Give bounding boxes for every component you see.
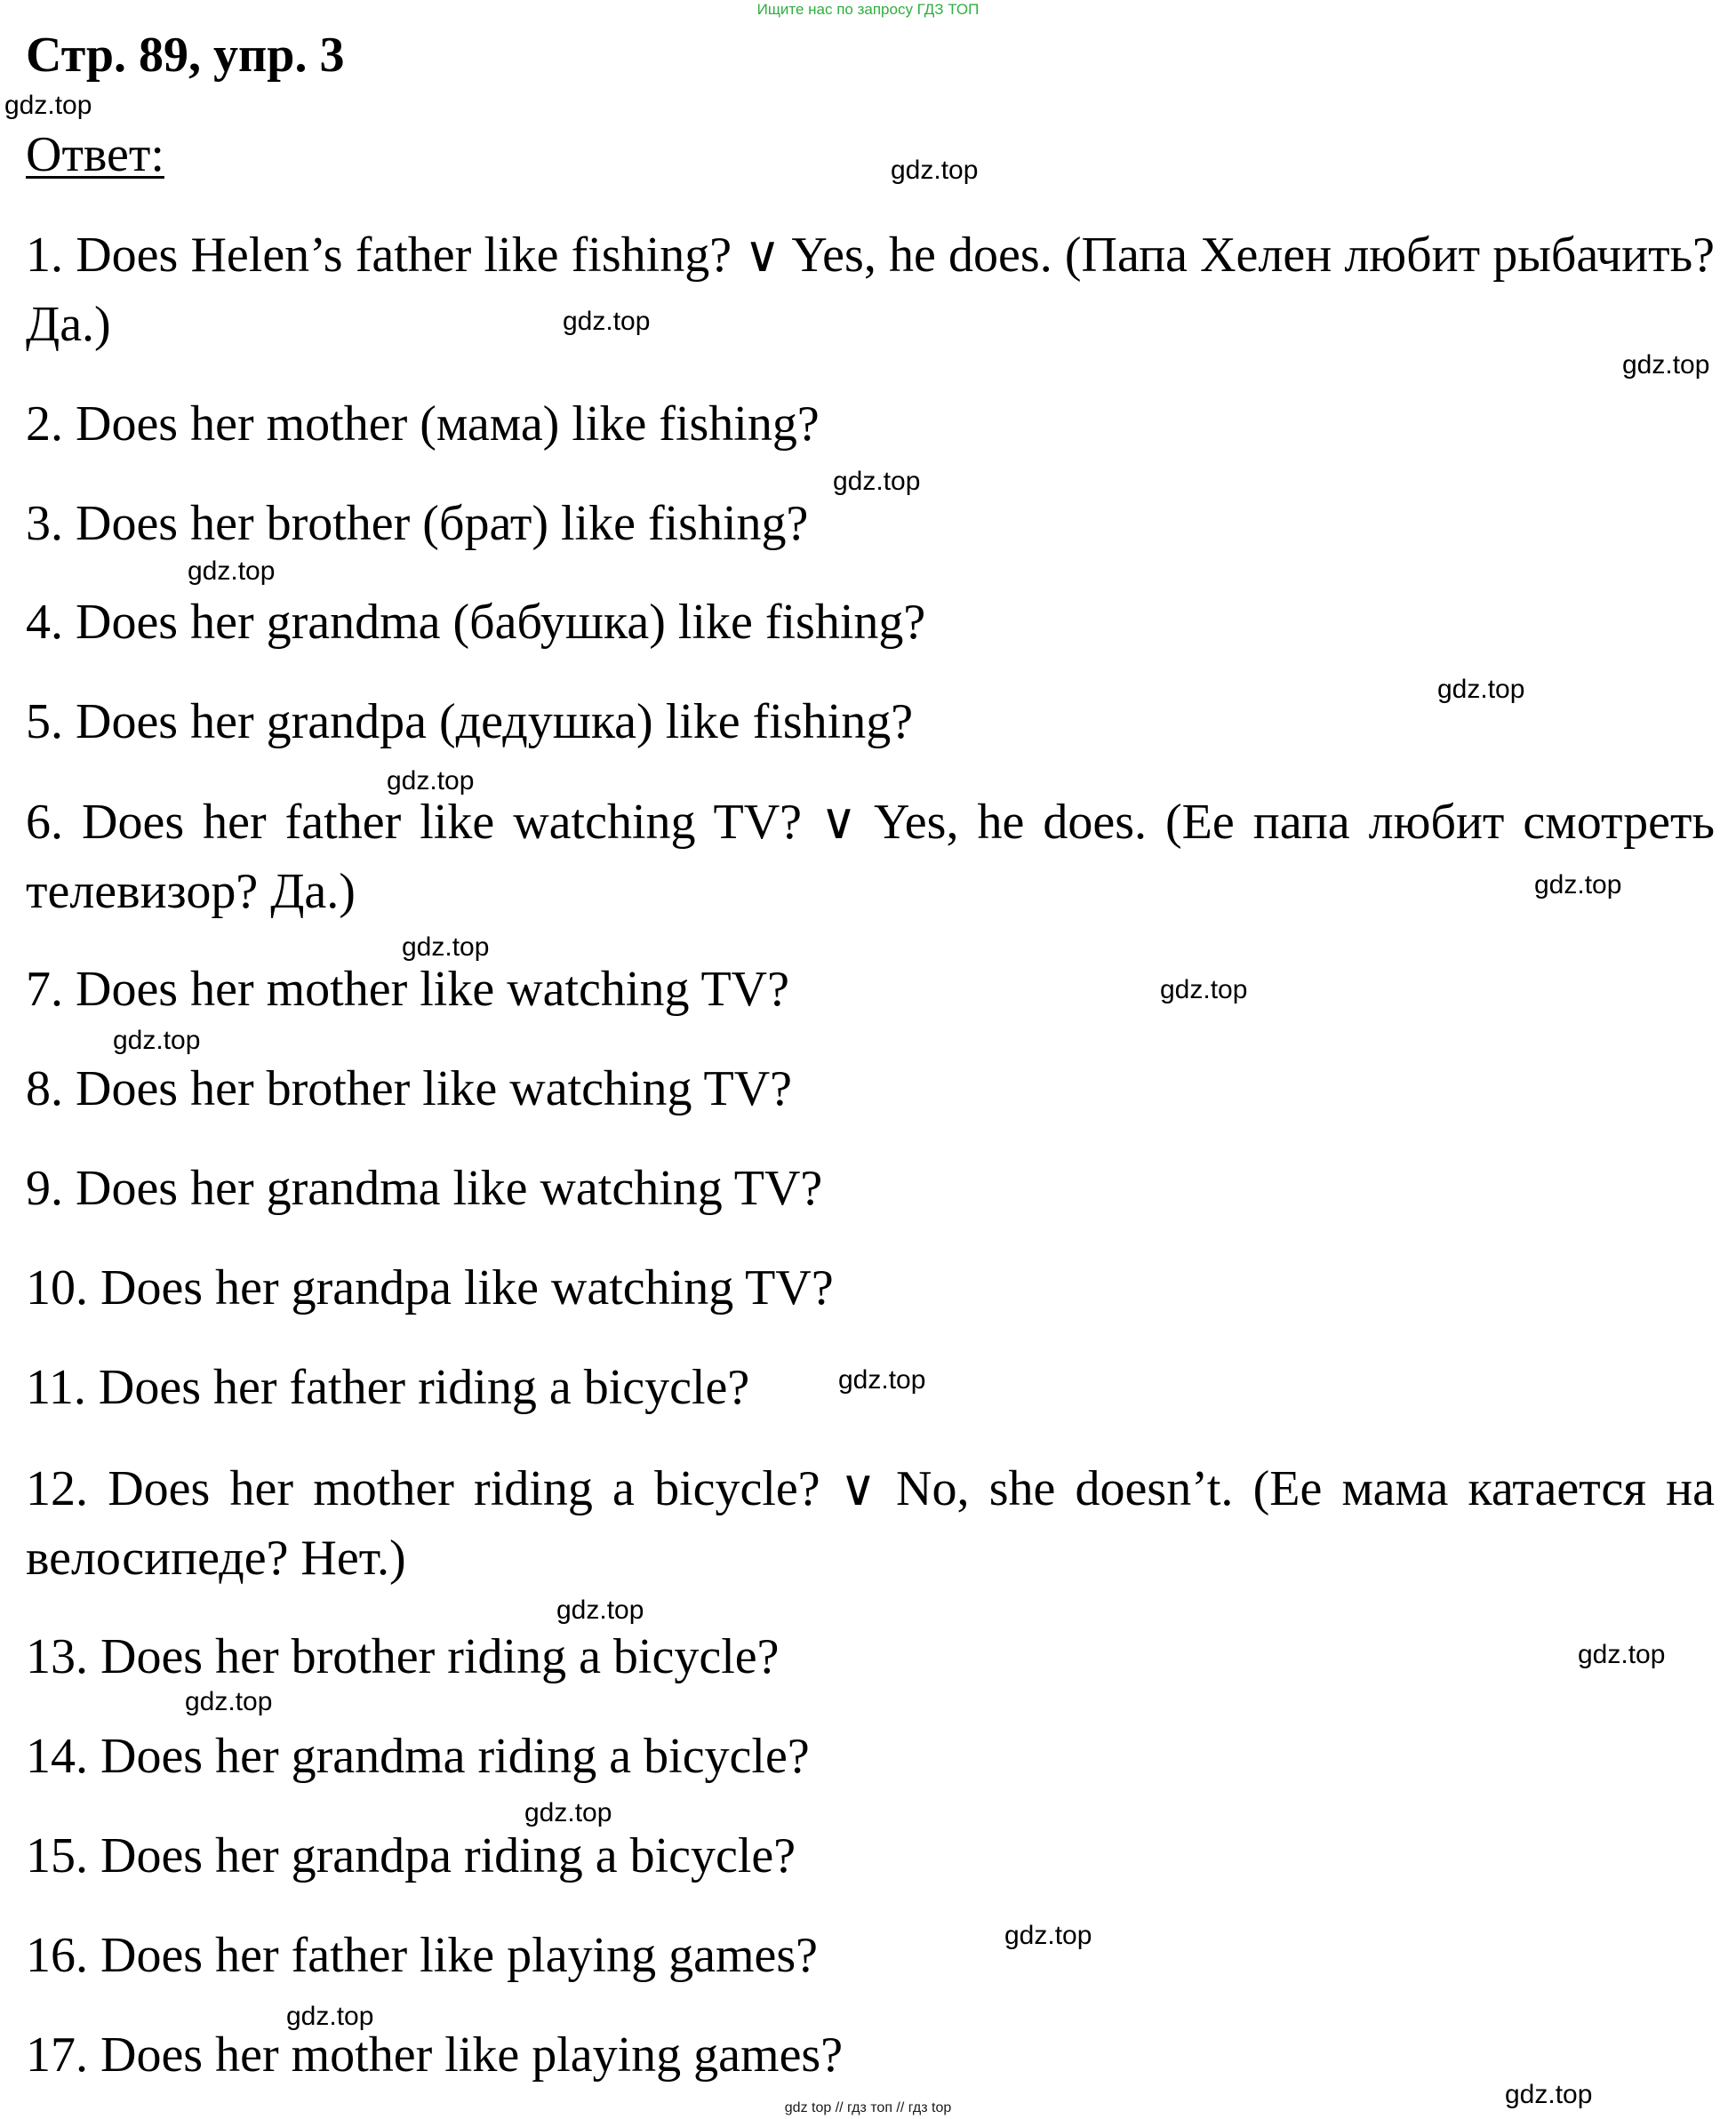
watermark: gdz.top <box>891 156 979 185</box>
answer-item-6: 6. Does her father like watching TV? ∨ Yes, he does. (Ее папа любит смотреть телевизор? Да.) <box>26 795 1715 919</box>
watermark: gdz.top <box>1160 975 1248 1004</box>
watermark: gdz.top <box>563 307 651 336</box>
watermark: gdz.top <box>1578 1640 1666 1669</box>
answer-item-3: 3. Does her brother (брат) like fishing? <box>26 496 809 551</box>
watermark: gdz.top <box>838 1365 926 1395</box>
watermark: gdz.top <box>286 2002 374 2031</box>
watermark: gdz.top <box>387 766 475 796</box>
answer-item-2: 2. Does her mother (мама) like fishing? <box>26 396 820 452</box>
answer-item-7: 7. Does her mother like watching TV? <box>26 962 789 1017</box>
watermark: gdz.top <box>1622 350 1710 380</box>
page-title: Стр. 89, упр. 3 <box>26 28 345 83</box>
watermark: gdz.top <box>185 1687 273 1716</box>
watermark: gdz.top <box>188 556 276 586</box>
answer-item-10: 10. Does her grandpa like watching TV? <box>26 1260 834 1315</box>
answer-item-4: 4. Does her grandma (бабушка) like fishing? <box>26 595 926 650</box>
answer-item-1: 1. Does Helen’s father like fishing? ∨ Yes, he does. (Папа Хелен любит рыбачить? Да.) <box>26 228 1715 352</box>
top-banner: Ищите нас по запросу ГДЗ ТОП <box>756 1 980 18</box>
answer-item-12: 12. Does her mother riding a bicycle? ∨ No, she doesn’t. (Ее мама катается на велосипеде? Нет.) <box>26 1461 1715 1586</box>
watermark: gdz.top <box>556 1595 644 1625</box>
watermark: gdz.top <box>1004 1921 1092 1950</box>
answer-item-15: 15. Does her grandpa riding a bicycle? <box>26 1828 796 1883</box>
watermark: gdz.top <box>1505 2080 1593 2109</box>
answer-item-11: 11. Does her father riding a bicycle? <box>26 1360 750 1415</box>
answer-item-13: 13. Does her brother riding a bicycle? <box>26 1629 780 1684</box>
answer-item-14: 14. Does her grandma riding a bicycle? <box>26 1729 810 1784</box>
bottom-footer: gdz top // гдз топ // гдз top <box>784 2100 952 2115</box>
answer-item-8: 8. Does her brother like watching TV? <box>26 1061 793 1116</box>
answer-item-17: 17. Does her mother like playing games? <box>26 2027 844 2083</box>
watermark: gdz.top <box>1437 675 1525 704</box>
watermark: gdz.top <box>1534 870 1622 900</box>
watermark: gdz.top <box>833 467 921 496</box>
watermark: gdz.top <box>524 1798 612 1827</box>
answer-item-9: 9. Does her grandma like watching TV? <box>26 1161 823 1216</box>
watermark: gdz.top <box>113 1026 201 1055</box>
answer-item-16: 16. Does her father like playing games? <box>26 1928 819 1983</box>
watermark: gdz.top <box>402 932 490 962</box>
answer-heading: Ответ: <box>26 127 164 182</box>
answer-item-5: 5. Does her grandpa (дедушка) like fishing? <box>26 694 914 749</box>
watermark: gdz.top <box>4 91 92 120</box>
